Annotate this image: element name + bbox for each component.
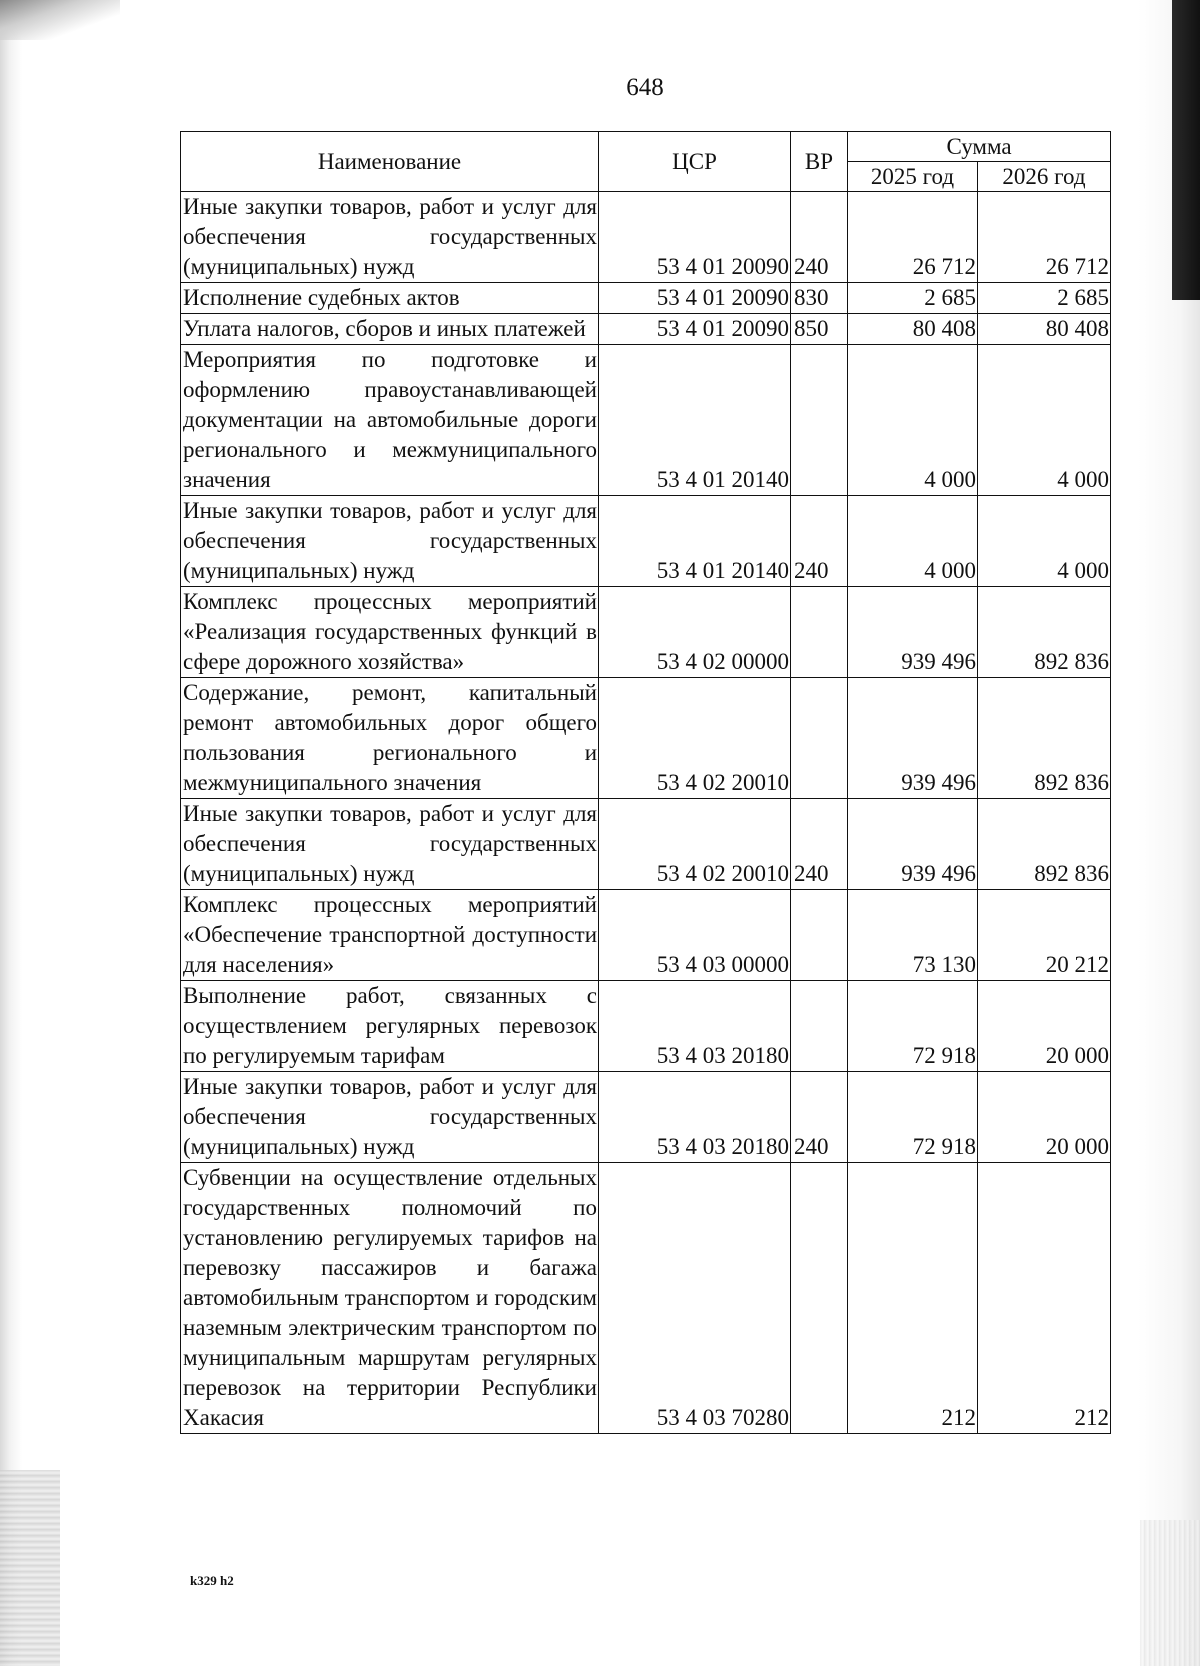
cell-sum-2025: 2 685 [848,283,978,314]
header-vr: ВР [791,132,848,192]
cell-name: Иные закупки товаров, работ и услуг для обеспечения государственных (муниципальных) нужд [181,799,599,890]
cell-vr: 240 [791,496,848,587]
cell-vr [791,587,848,678]
table-row [181,283,1111,314]
table-row [181,496,1111,587]
cell-csr: 53 4 01 20090 [599,192,791,283]
cell-sum-2025: 4 000 [848,345,978,496]
cell-sum-2025: 80 408 [848,314,978,345]
cell-sum-2026: 212 [978,1163,1111,1434]
cell-csr: 53 4 02 20010 [599,799,791,890]
cell-vr [791,981,848,1072]
cell-csr: 53 4 02 00000 [599,587,791,678]
cell-sum-2025: 939 496 [848,587,978,678]
cell-vr: 850 [791,314,848,345]
cell-sum-2026: 892 836 [978,678,1111,799]
cell-sum-2025: 72 918 [848,981,978,1072]
cell-csr: 53 4 02 20010 [599,678,791,799]
cell-csr: 53 4 01 20090 [599,314,791,345]
cell-csr: 53 4 03 00000 [599,890,791,981]
cell-sum-2025: 26 712 [848,192,978,283]
header-2026: 2026 год [978,162,1111,192]
cell-sum-2026: 2 685 [978,283,1111,314]
cell-sum-2026: 26 712 [978,192,1111,283]
cell-csr: 53 4 01 20140 [599,496,791,587]
cell-sum-2026: 892 836 [978,587,1111,678]
cell-vr: 240 [791,799,848,890]
cell-sum-2026: 892 836 [978,799,1111,890]
cell-vr [791,345,848,496]
table-row [181,678,1111,799]
cell-sum-2025: 939 496 [848,678,978,799]
cell-sum-2026: 80 408 [978,314,1111,345]
cell-vr: 240 [791,192,848,283]
cell-csr: 53 4 03 20180 [599,981,791,1072]
table-row [181,890,1111,981]
cell-name: Комплекс процессных мероприятий «Реализация государственных функций в сфере дорожного хозяйства» [181,587,599,678]
cell-name: Иные закупки товаров, работ и услуг для обеспечения государственных (муниципальных) нужд [181,496,599,587]
table-row [181,1163,1111,1434]
cell-name: Комплекс процессных мероприятий «Обеспечение транспортной доступности для населения» [181,890,599,981]
table-row [181,1072,1111,1163]
cell-vr: 240 [791,1072,848,1163]
cell-vr [791,890,848,981]
cell-sum-2025: 72 918 [848,1072,978,1163]
header-name: Наименование [181,132,599,192]
scan-noise-bottom-left [0,1470,60,1666]
scan-corner-top-left [0,0,120,40]
scan-noise-bottom-right [1140,1520,1200,1666]
cell-name: Исполнение судебных актов [181,283,599,314]
cell-csr: 53 4 03 70280 [599,1163,791,1434]
table-row [181,345,1111,496]
table-row [181,799,1111,890]
cell-vr: 830 [791,283,848,314]
cell-sum-2026: 20 000 [978,981,1111,1072]
cell-csr: 53 4 01 20090 [599,283,791,314]
cell-sum-2026: 4 000 [978,496,1111,587]
cell-sum-2025: 73 130 [848,890,978,981]
cell-name: Содержание, ремонт, капитальный ремонт автомобильных дорог общего пользования регионального и межмуниципального значения [181,678,599,799]
table-row [181,192,1111,283]
header-sum: Сумма [848,132,1111,162]
cell-sum-2025: 212 [848,1163,978,1434]
cell-sum-2026: 20 212 [978,890,1111,981]
budget-table [180,131,1111,1434]
page-number: 648 [626,74,664,101]
header-csr: ЦСР [599,132,791,192]
cell-name: Иные закупки товаров, работ и услуг для обеспечения государственных (муниципальных) нужд [181,192,599,283]
footer-code: k329 h2 [190,1573,234,1588]
cell-sum-2026: 4 000 [978,345,1111,496]
cell-name: Субвенции на осуществление отдельных государственных полномочий по установлению регулируемых тарифов на перевозку пассажиров и багажа автомобильным транспортом и городским наземным электрическим транспортом по муниципальным маршрутам регулярных перевозок на территории Республики Хакасия [181,1163,599,1434]
table-row [181,587,1111,678]
header-2025: 2025 год [848,162,978,192]
cell-csr: 53 4 01 20140 [599,345,791,496]
scan-bar-right [1172,0,1200,300]
cell-name: Уплата налогов, сборов и иных платежей [181,314,599,345]
cell-name: Мероприятия по подготовке и оформлению правоустанавливающей документации на автомобильные дороги регионального и межмуниципального значения [181,345,599,496]
table-body [181,192,1111,1434]
table-header [181,132,1111,192]
cell-sum-2025: 4 000 [848,496,978,587]
cell-name: Выполнение работ, связанных с осуществлением регулярных перевозок по регулируемым тарифам [181,981,599,1072]
cell-vr [791,1163,848,1434]
cell-sum-2026: 20 000 [978,1072,1111,1163]
cell-sum-2025: 939 496 [848,799,978,890]
table-row [181,981,1111,1072]
table-row [181,314,1111,345]
cell-name: Иные закупки товаров, работ и услуг для обеспечения государственных (муниципальных) нужд [181,1072,599,1163]
cell-csr: 53 4 03 20180 [599,1072,791,1163]
scan-edge-left [0,0,22,1666]
cell-vr [791,678,848,799]
